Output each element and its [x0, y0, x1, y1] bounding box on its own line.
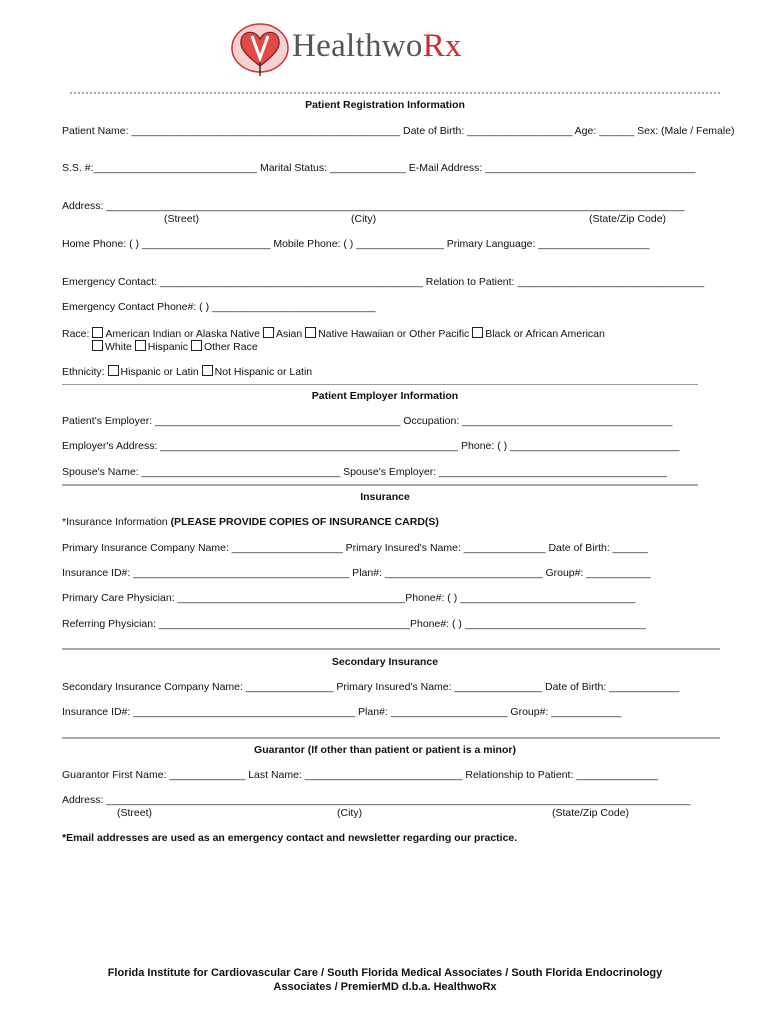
- race-option-label: Black or African American: [485, 328, 605, 340]
- registration-title: Patient Registration Information: [305, 99, 465, 111]
- insurance-info-row: *Insurance Information (PLEASE PROVIDE COPIES OF INSURANCE CARD(S): [62, 516, 439, 528]
- checkbox-white[interactable]: [92, 340, 103, 351]
- section-divider: [62, 648, 720, 650]
- heart-logo-icon: [230, 22, 290, 78]
- guarantor-state-label: (State/Zip Code): [552, 807, 630, 819]
- checkbox-american-indian[interactable]: [92, 327, 103, 338]
- employer-row[interactable]: Patient's Employer: __________________________________________ Occupation: ____________________________________: [62, 415, 673, 427]
- checkbox-hispanic-latin[interactable]: [108, 365, 119, 376]
- footer-line-2: Associates / PremierMD d.b.a. HealthwoRx: [273, 981, 497, 993]
- guarantor-title: Guarantor (If other than patient or patient is a minor): [254, 744, 516, 756]
- patient-name-row[interactable]: Patient Name: ______________________________________________ Date of Birth: __________________ Age: ______ Sex: (Male / Female): [62, 125, 735, 137]
- section-divider: [62, 384, 698, 385]
- race-option-label: Other Race: [203, 341, 258, 353]
- address-city-label: (City): [351, 213, 377, 225]
- emergency-phone-row[interactable]: Emergency Contact Phone#: ( ) ____________________________: [62, 301, 376, 313]
- guarantor-address-row[interactable]: Address: ____________________________________________________________________________________________________: [62, 794, 691, 806]
- ethnicity-option-label: Not Hispanic or Latin: [214, 366, 313, 378]
- guarantor-street-label: (Street): [117, 807, 153, 819]
- checkbox-hispanic[interactable]: [135, 340, 146, 351]
- ssn-row[interactable]: S.S. #:____________________________ Marital Status: _____________ E-Mail Address: ____________________________________: [62, 162, 696, 174]
- insurance-id-row[interactable]: Insurance ID#: _____________________________________ Plan#: ___________________________ Group#: ___________: [62, 567, 651, 579]
- emergency-contact-row[interactable]: Emergency Contact: _____________________________________________ Relation to Patient: ________________________________: [62, 276, 705, 288]
- guarantor-name-row[interactable]: Guarantor First Name: _____________ Last Name: ___________________________ Relationship to Patient: ______________: [62, 769, 659, 781]
- address-street-label: (Street): [164, 213, 200, 225]
- race-label: Race:: [62, 328, 90, 340]
- ethnicity-label: Ethnicity:: [62, 366, 105, 378]
- employer-address-row[interactable]: Employer's Address: ___________________________________________________ Phone: ( ) _____________________________: [62, 440, 680, 452]
- header-divider: [70, 92, 720, 94]
- guarantor-city-label: (City): [337, 807, 363, 819]
- primary-physician-row[interactable]: Primary Care Physician: _______________________________________Phone#: ( ) ______________________________: [62, 592, 636, 604]
- secondary-id-row[interactable]: Insurance ID#: ______________________________________ Plan#: ____________________ Group#: ____________: [62, 706, 622, 718]
- primary-insurance-row[interactable]: Primary Insurance Company Name: ___________________ Primary Insured's Name: ______________ Date of Birth: ______: [62, 542, 648, 554]
- address-row[interactable]: Address: ___________________________________________________________________________________________________: [62, 200, 685, 212]
- secondary-insurance-row[interactable]: Secondary Insurance Company Name: _______________ Primary Insured's Name: _______________ Date of Birth: ____________: [62, 681, 680, 693]
- checkbox-native-hawaiian[interactable]: [305, 327, 316, 338]
- ethnicity-row: [62, 365, 312, 378]
- race-option-label: American Indian or Alaska Native: [105, 328, 261, 340]
- insurance-title: Insurance: [360, 491, 410, 503]
- spouse-row[interactable]: Spouse's Name: __________________________________ Spouse's Employer: _______________________________________: [62, 466, 667, 478]
- race-option-label: White: [105, 341, 132, 353]
- referring-physician-row[interactable]: Referring Physician: ___________________________________________Phone#: ( ) _______________________________: [62, 618, 646, 630]
- footer-line-1: Florida Institute for Cardiovascular Care / South Florida Medical Associates / South Florida Endocrinology: [107, 967, 663, 979]
- section-divider: [62, 737, 720, 739]
- checkbox-black[interactable]: [472, 327, 483, 338]
- employer-title: Patient Employer Information: [311, 390, 459, 402]
- email-note: *Email addresses are used as an emergency contact and newsletter regarding our practice.: [62, 832, 518, 844]
- secondary-title: Secondary Insurance: [331, 656, 439, 668]
- checkbox-not-hispanic-latin[interactable]: [202, 365, 213, 376]
- race-option-label: Asian: [275, 328, 303, 340]
- race-option-label: Native Hawaiian or Other Pacific: [318, 328, 470, 340]
- race-row: [62, 327, 605, 340]
- phone-row[interactable]: Home Phone: ( ) ______________________ Mobile Phone: ( ) _______________ Primary Language: ___________________: [62, 238, 650, 250]
- footer: [0, 966, 770, 994]
- checkbox-other-race[interactable]: [191, 340, 202, 351]
- logo: [230, 22, 510, 78]
- checkbox-asian[interactable]: [263, 327, 274, 338]
- section-divider: [62, 484, 698, 486]
- logo-text: HealthwoRx: [292, 28, 462, 64]
- ethnicity-option-label: Hispanic or Latin: [120, 366, 199, 378]
- race-option-label: Hispanic: [147, 341, 189, 353]
- address-state-label: (State/Zip Code): [589, 213, 667, 225]
- race-row-2: [92, 340, 258, 353]
